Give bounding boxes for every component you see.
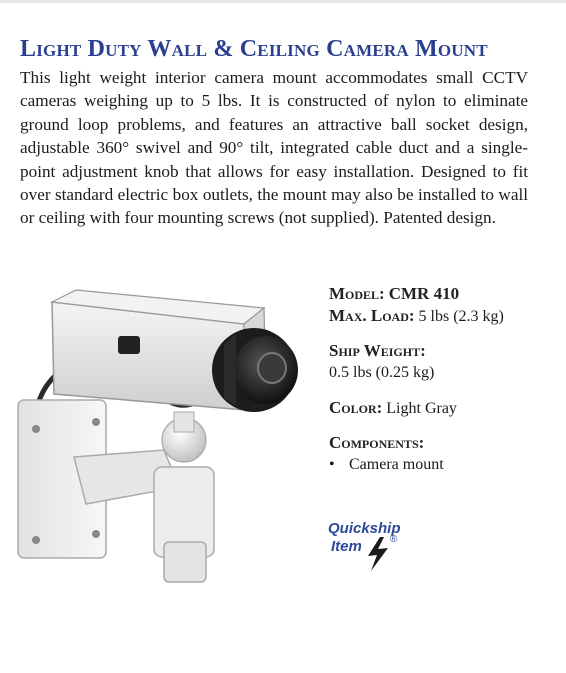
product-photo xyxy=(14,272,314,602)
model-value: CMR 410 xyxy=(388,284,460,303)
color-label: Color: xyxy=(329,398,383,417)
ship-weight-value: 0.5 lbs (0.25 kg) xyxy=(329,364,435,381)
lightning-bolt-icon xyxy=(364,536,392,572)
bullet-icon: • xyxy=(329,456,335,473)
quickship-label: Quickship xyxy=(328,520,401,537)
registered-mark: ® xyxy=(390,534,398,545)
model-label: Model: xyxy=(329,284,385,303)
max-load-row xyxy=(329,305,559,327)
ship-weight-label-row xyxy=(329,340,559,362)
quickship-item-label: Item xyxy=(331,538,362,555)
ship-weight-value-row xyxy=(329,362,559,384)
color-row xyxy=(329,397,559,419)
top-rule xyxy=(0,0,566,3)
list-item xyxy=(329,454,559,476)
color-value: Light Gray xyxy=(386,400,457,417)
component-item: Camera mount xyxy=(349,456,444,473)
components-row xyxy=(329,432,559,454)
max-load-label: Max. Load: xyxy=(329,306,415,325)
page-title: Light Duty Wall & Ceiling Camera Mount xyxy=(20,36,488,62)
product-description: This light weight interior camera mount accommodates small CCTV cameras weighing up to 5 lbs. It is constructed of nylon to eliminate ground loop problems, and features an attractive ball socket design, adjustable 360° swivel and 90° tilt, integrated cable duct and a single-point adjustment knob that allows for easy installation. Designed to fit over standard electric box outlets, the mount may also be installed to wall or ceiling with four mounting screws (not supplied). Patented design. xyxy=(20,68,528,228)
quickship-badge xyxy=(328,520,448,575)
model-row xyxy=(329,283,559,305)
spec-list xyxy=(329,283,559,476)
components-label: Components: xyxy=(329,433,425,452)
ship-weight-label: Ship Weight: xyxy=(329,341,426,360)
max-load-value: 5 lbs (2.3 kg) xyxy=(418,308,504,325)
